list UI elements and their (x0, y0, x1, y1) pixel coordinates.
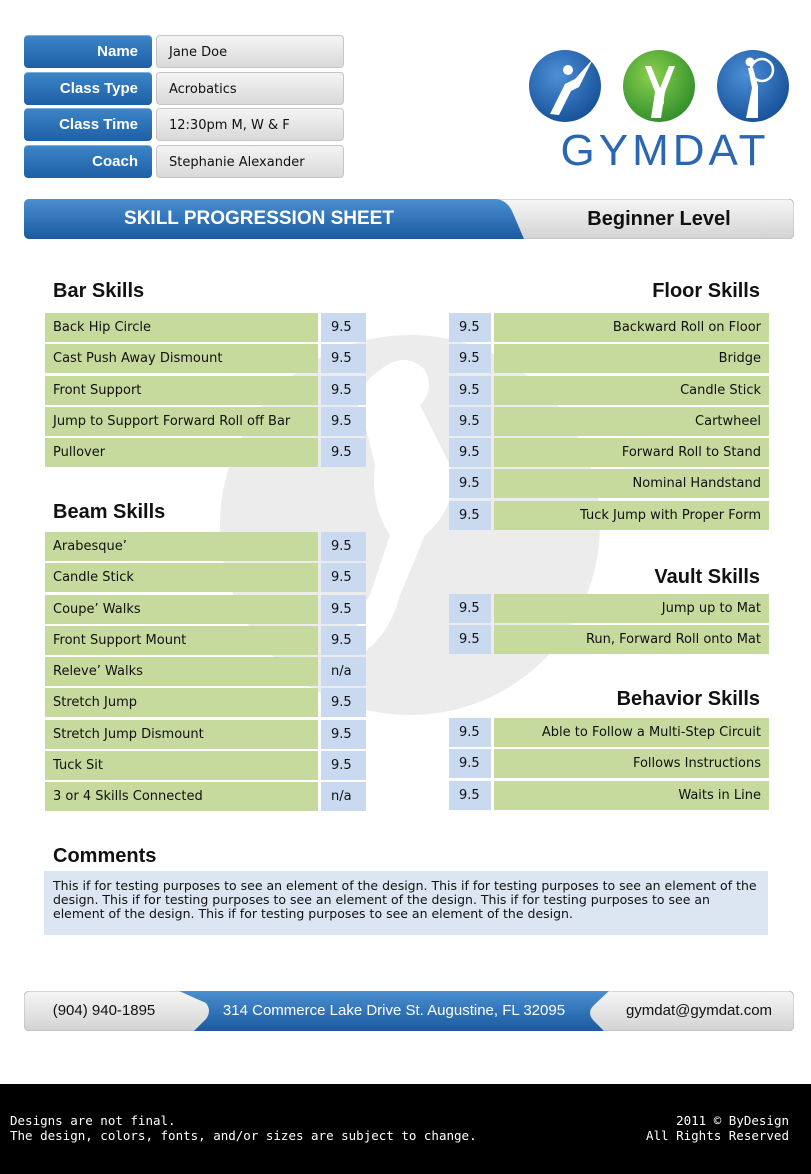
skill-name: Front Support (45, 376, 318, 405)
skill-row (45, 782, 367, 811)
bar-skills-list (45, 313, 367, 469)
skill-name: Bridge (494, 344, 769, 373)
skill-score: 9.5 (449, 594, 491, 623)
skill-score: 9.5 (449, 407, 491, 436)
disclaimer-text (10, 1113, 477, 1143)
skill-score: 9.5 (321, 407, 366, 436)
skill-name: Arabesque’ (45, 532, 318, 561)
skill-row (45, 657, 367, 686)
skill-row (449, 594, 769, 623)
skill-score: 9.5 (449, 344, 491, 373)
skill-name: Cast Push Away Dismount (45, 344, 318, 373)
address: 314 Commerce Lake Drive St. Augustine, FL 32095 (222, 1002, 566, 1019)
skill-score: 9.5 (449, 625, 491, 654)
contact-bar (24, 991, 794, 1031)
info-row-class-type (24, 72, 344, 105)
skill-name: Releve’ Walks (45, 657, 318, 686)
floor-skills-title: Floor Skills (652, 280, 760, 302)
skill-row (449, 749, 769, 778)
skill-score: 9.5 (321, 626, 366, 655)
skill-name: Jump up to Mat (494, 594, 769, 623)
vault-skills-title: Vault Skills (654, 566, 760, 588)
skill-row (449, 376, 769, 405)
skill-name: Stretch Jump (45, 688, 318, 717)
skill-score: 9.5 (449, 718, 491, 747)
email-address: gymdat@gymdat.com (625, 1002, 773, 1019)
skill-score: 9.5 (449, 376, 491, 405)
skill-name: Back Hip Circle (45, 313, 318, 342)
skill-row (449, 469, 769, 498)
info-row-coach (24, 145, 344, 178)
info-label: Name (24, 35, 152, 68)
skill-row (449, 501, 769, 530)
skill-score: 9.5 (321, 751, 366, 780)
info-label: Class Time (24, 108, 152, 141)
info-row-class-time (24, 108, 344, 141)
skill-score: 9.5 (321, 532, 366, 561)
skill-score: 9.5 (321, 438, 366, 467)
skill-row (449, 313, 769, 342)
skill-row (45, 720, 367, 749)
skill-score: 9.5 (321, 688, 366, 717)
info-row-name (24, 35, 344, 68)
skill-row (45, 595, 367, 624)
skill-name: Follows Instructions (494, 749, 769, 778)
skill-row (45, 438, 367, 467)
behavior-skills-list (449, 718, 769, 812)
skill-name: Backward Roll on Floor (494, 313, 769, 342)
skill-row (449, 625, 769, 654)
comments-text: This if for testing purposes to see an element of the design. This if for testing purposes to see an element of the design. This if for testing purposes to see an element of the design. This if for testing purposes to see an element of the design. This if for testing purposes to see an element of the design. (44, 871, 768, 935)
skill-row (45, 313, 367, 342)
skill-score: 9.5 (449, 438, 491, 467)
skill-row (449, 718, 769, 747)
level-label: Beginner Level (587, 208, 731, 230)
phone-number: (904) 940-1895 (52, 1002, 156, 1019)
skill-row (45, 376, 367, 405)
skill-name: Jump to Support Forward Roll off Bar (45, 407, 318, 436)
skill-row (449, 344, 769, 373)
info-value: Acrobatics (156, 72, 344, 105)
info-label: Coach (24, 145, 152, 178)
skill-name: Pullover (45, 438, 318, 467)
skill-row (449, 781, 769, 810)
skill-name: Run, Forward Roll onto Mat (494, 625, 769, 654)
floor-skills-list (449, 313, 769, 532)
skill-score: 9.5 (321, 595, 366, 624)
info-value: 12:30pm M, W & F (156, 108, 344, 141)
skill-row (45, 751, 367, 780)
info-value: Jane Doe (156, 35, 344, 68)
comments-title: Comments (53, 845, 157, 867)
skill-score: 9.5 (321, 376, 366, 405)
skill-name: Tuck Sit (45, 751, 318, 780)
skill-row (45, 407, 367, 436)
skill-score: 9.5 (321, 344, 366, 373)
skill-name: Able to Follow a Multi-Step Circuit (494, 718, 769, 747)
beam-skills-title: Beam Skills (53, 501, 166, 523)
vault-skills-list (449, 594, 769, 657)
skill-name: Front Support Mount (45, 626, 318, 655)
behavior-skills-title: Behavior Skills (616, 688, 760, 710)
logo-wordmark: GYMDAT (560, 126, 770, 175)
disclaimer-line-2: The design, colors, fonts, and/or sizes are subject to change. (10, 1128, 477, 1143)
skill-score: 9.5 (321, 563, 366, 592)
skill-score: 9.5 (321, 313, 366, 342)
skill-name: Waits in Line (494, 781, 769, 810)
disclaimer-bar (0, 1084, 811, 1174)
skill-score: 9.5 (449, 749, 491, 778)
skill-score: n/a (321, 657, 366, 686)
info-value: Stephanie Alexander (156, 145, 344, 178)
skill-name: Nominal Handstand (494, 469, 769, 498)
bar-skills-title: Bar Skills (53, 280, 145, 302)
sheet-title: SKILL PROGRESSION SHEET (124, 208, 394, 229)
skill-name: Forward Roll to Stand (494, 438, 769, 467)
skill-name: Candle Stick (45, 563, 318, 592)
skill-row (45, 532, 367, 561)
skill-row (449, 438, 769, 467)
copyright-text (646, 1113, 789, 1143)
skill-name: Stretch Jump Dismount (45, 720, 318, 749)
skill-row (45, 626, 367, 655)
info-label: Class Type (24, 72, 152, 105)
skill-row (45, 688, 367, 717)
skill-score: 9.5 (449, 469, 491, 498)
skill-score: 9.5 (449, 313, 491, 342)
rights-line: All Rights Reserved (646, 1128, 789, 1143)
disclaimer-line-1: Designs are not final. (10, 1113, 176, 1128)
skill-score: n/a (321, 782, 366, 811)
skill-name: Coupe’ Walks (45, 595, 318, 624)
title-banner (24, 199, 794, 239)
copyright-line: 2011 © ByDesign (676, 1113, 789, 1128)
skill-row (45, 344, 367, 373)
skill-name: 3 or 4 Skills Connected (45, 782, 318, 811)
skill-name: Cartwheel (494, 407, 769, 436)
beam-skills-list (45, 532, 367, 813)
skill-score: 9.5 (449, 781, 491, 810)
skill-name: Candle Stick (494, 376, 769, 405)
skill-name: Tuck Jump with Proper Form (494, 501, 769, 530)
skill-row (449, 407, 769, 436)
skill-row (45, 563, 367, 592)
skill-score: 9.5 (449, 501, 491, 530)
skill-score: 9.5 (321, 720, 366, 749)
